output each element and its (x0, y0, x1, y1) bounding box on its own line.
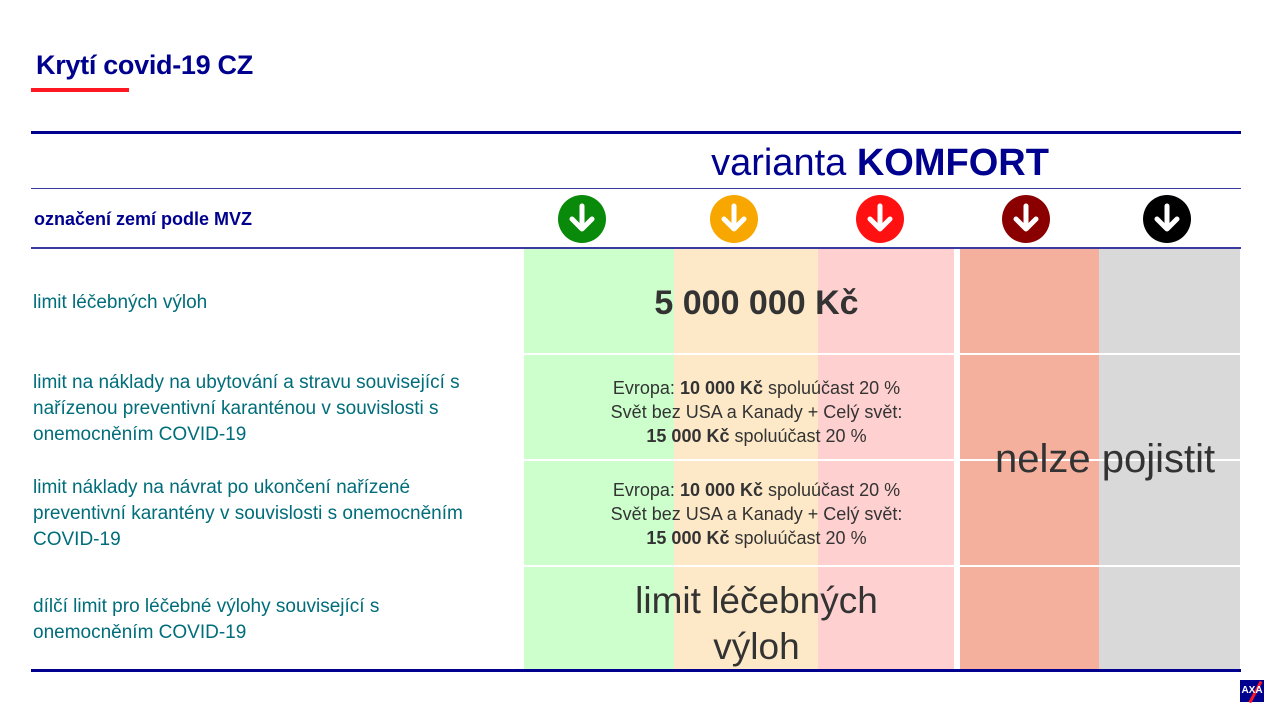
label-line: onemocněním COVID-19 (33, 622, 247, 643)
row-label-quarantine-accommodation (33, 370, 503, 448)
world-line: Svět bez USA a Kanady + Celý svět: (610, 504, 903, 524)
europe-amount: 10 000 Kč (679, 378, 764, 398)
variant-name: KOMFORT (856, 142, 1049, 184)
row-label-medical-limit: limit léčebných výloh (33, 292, 208, 313)
world-amount: 15 000 Kč (646, 528, 730, 548)
label-line: dílčí limit pro léčebné výlohy související s (33, 596, 380, 617)
world-suffix: spoluúčast 20 % (729, 426, 867, 446)
world-line: Svět bez USA a Kanady + Celý svět: (610, 402, 903, 422)
world-amount: 15 000 Kč (646, 426, 730, 446)
sublimit-line: výloh (713, 626, 800, 667)
label-line: limit náklady na návrat po ukončení nařízené (33, 477, 411, 498)
label-line: nařízenou preventivní karanténou v souvislosti s (33, 398, 439, 419)
dark-red-arrow-icon (1002, 195, 1050, 243)
row-separator (524, 565, 1240, 567)
quarantine-accommodation-value (524, 376, 989, 448)
green-arrow-icon (558, 195, 606, 243)
title-underline (31, 88, 129, 92)
covid-sublimit-value (524, 578, 989, 670)
logo-text: AXA (1241, 685, 1263, 696)
axa-logo (1240, 680, 1264, 702)
return-costs-value (524, 478, 989, 550)
label-line: COVID-19 (33, 529, 121, 550)
row-separator (524, 353, 1240, 355)
europe-prefix: Evropa: (612, 378, 680, 398)
mvz-label: označení zemí podle MVZ (34, 209, 253, 229)
divider-bottom (31, 669, 1241, 672)
world-suffix: spoluúčast 20 % (729, 528, 867, 548)
row-label-return-costs (33, 475, 503, 553)
europe-suffix: spoluúčast 20 % (763, 378, 901, 398)
europe-amount: 10 000 Kč (679, 480, 764, 500)
label-line: preventivní karantény v souvislosti s onemocněním (33, 503, 463, 524)
label-line: limit na náklady na ubytování a stravu související s (33, 372, 460, 393)
medical-limit-value: 5 000 000 Kč (654, 284, 859, 322)
label-line: onemocněním COVID-19 (33, 424, 247, 445)
europe-suffix: spoluúčast 20 % (763, 480, 901, 500)
variant-prefix: varianta (711, 142, 857, 184)
orange-arrow-icon (710, 195, 758, 243)
page-title: Krytí covid-19 CZ (36, 50, 253, 80)
sublimit-line: limit léčebných (635, 580, 878, 621)
variant-heading (520, 142, 1240, 185)
black-arrow-icon (1143, 195, 1191, 243)
cannot-insure-label: nelze pojistit (995, 437, 1216, 481)
europe-prefix: Evropa: (612, 480, 680, 500)
red-arrow-icon (856, 195, 904, 243)
divider-top (31, 131, 1241, 134)
row-label-covid-sublimit (33, 594, 503, 646)
divider-variant (31, 188, 1241, 189)
